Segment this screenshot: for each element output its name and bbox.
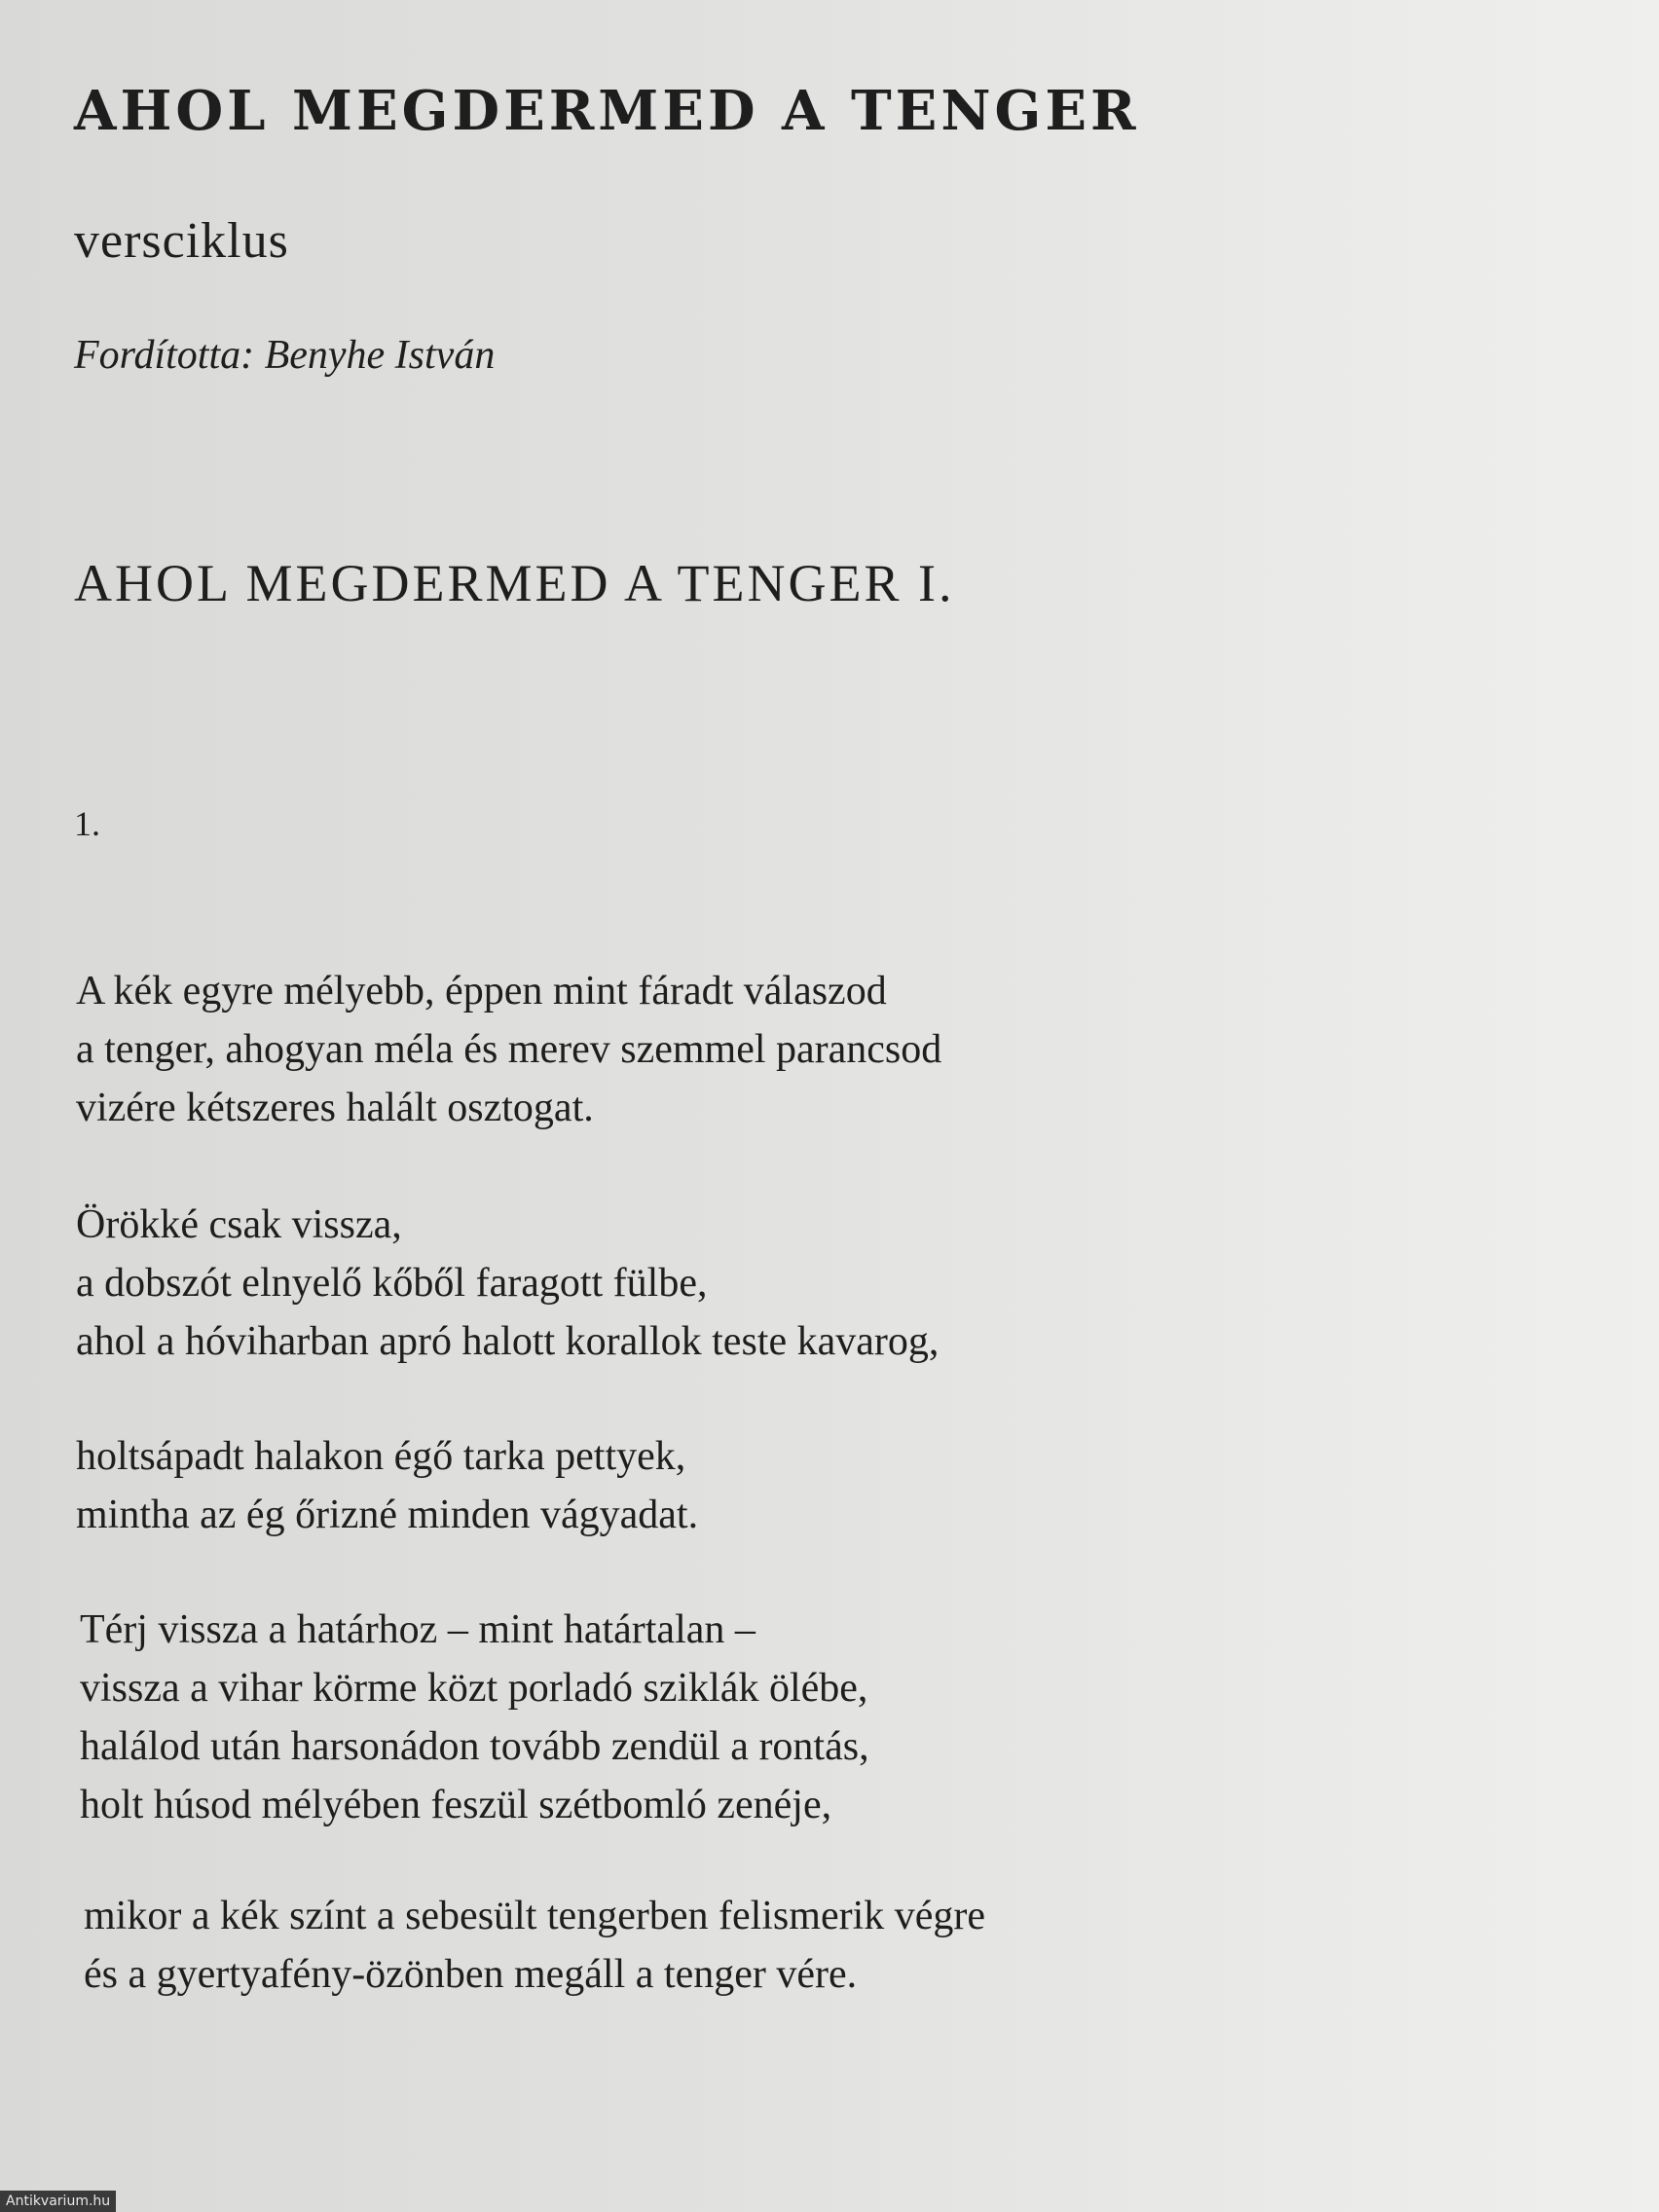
poem-line: A kék egyre mélyebb, éppen mint fáradt válaszod — [76, 969, 887, 1014]
poem-line: a tenger, ahogyan méla és merev szemmel parancsod — [76, 1027, 942, 1072]
poem-line: Térj vissza a határhoz – mint határtalan – — [80, 1607, 756, 1652]
stanza-3 — [76, 1427, 698, 1544]
poem-number: 1. — [74, 804, 100, 843]
stanza-2 — [76, 1196, 939, 1371]
poem-line: halálod után harsonádon tovább zendül a rontás, — [80, 1724, 869, 1769]
cycle-subtitle: versciklus — [74, 213, 289, 269]
stanza-5 — [84, 1887, 985, 2004]
poem-line: a dobszót elnyelő kőből faragott fülbe, — [76, 1261, 708, 1306]
stanza-1 — [76, 962, 941, 1137]
poem-line: és a gyertyafény-özönben megáll a tenger vére. — [84, 1952, 858, 1997]
poem-line: vizére kétszeres halált osztogat. — [76, 1086, 594, 1130]
cycle-title: AHOL MEGDERMED A TENGER — [74, 79, 1140, 143]
poem-line: mikor a kék színt a sebesült tengerben felismerik végre — [84, 1894, 986, 1938]
poem-line: ahol a hóviharban apró halott korallok teste kavarog, — [76, 1319, 940, 1364]
section-title: AHOL MEGDERMED A TENGER I. — [74, 554, 955, 612]
poem-line: holtsápadt halakon égő tarka pettyek, — [76, 1434, 686, 1479]
stanza-4 — [80, 1601, 869, 1834]
poem-line: holt húsod mélyében feszül szétbomló zenéje, — [80, 1783, 832, 1827]
poem-line: mintha az ég őrizné minden vágyadat. — [76, 1493, 699, 1537]
poem-line: Örökké csak vissza, — [76, 1202, 402, 1247]
translator-credit: Fordította: Benyhe István — [74, 333, 496, 378]
watermark: Antikvarium.hu — [0, 2191, 116, 2212]
poem-line: vissza a vihar körme közt porladó sziklák ölébe, — [80, 1666, 868, 1711]
